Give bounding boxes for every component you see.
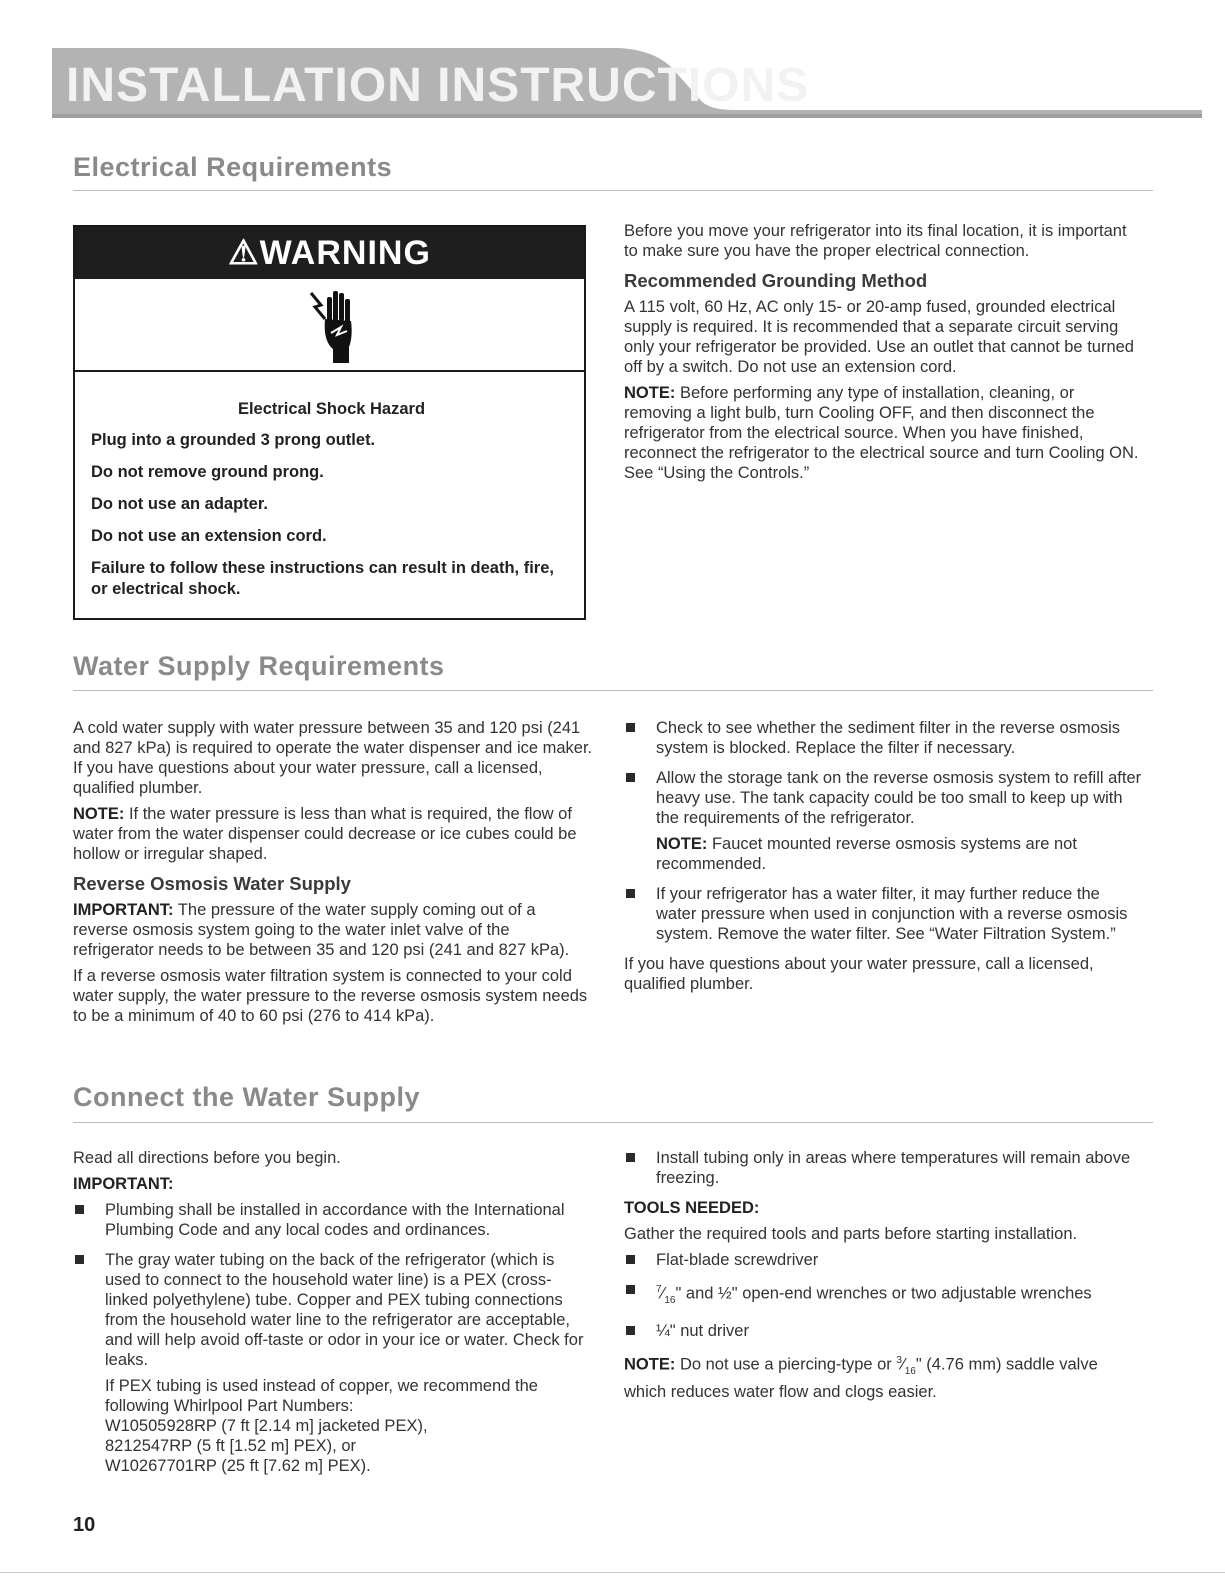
warning-line: Do not use an adapter. [91,495,268,513]
section-divider [73,1122,1153,1123]
fraction-numerator: 3 [896,1354,902,1366]
section-divider [73,190,1153,191]
electrical-intro: Before you move your refrigerator into its final location, it is important to make sure you have the proper electrical connection. [624,222,1127,260]
faucet-note [624,834,1144,874]
warning-box [73,225,586,620]
tool-item: $^7⁄_{16}$" and ½" open-end wrenches or two adjustable wrenches [624,1280,1144,1311]
important-label: IMPORTANT: [73,901,174,919]
warning-triangle-icon: ⚠ [228,234,260,272]
list-item: If your refrigerator has a water filter, it may further reduce the water pressure when used in conjunction with a reverse osmosis system. Remove the water filter. See “Water Filtration System.” [624,884,1144,944]
ro-text: If a reverse osmosis water filtration system is connected to your cold water supply, the water pressure to the reverse osmosis system needs to be a minimum of 40 to 60 psi (276 to 414 kPa). [73,967,588,1025]
fraction-denominator: 16 [904,1365,916,1377]
note-text: Before performing any type of installation, cleaning, or removing a light bulb, turn Cooling OFF, and then disconnect the refrigerator from the electrical source. When you have finished, reconnect the refrigerator to the electrical source and turn Cooling ON. See “Using the Controls.” [624,384,1139,482]
list-item: Install tubing only in areas where temperatures will remain above freezing. [624,1148,1144,1188]
warning-divider [75,370,584,372]
grounding-heading: Recommended Grounding Method [624,270,928,291]
electrical-right-column [624,221,1139,489]
tools-heading: TOOLS NEEDED: [624,1199,760,1217]
water-left-column [73,718,593,1032]
warning-label: WARNING [259,234,431,272]
water-right-column [624,718,1144,1000]
fraction-numerator: 7 [656,1284,662,1295]
warning-line: Do not use an extension cord. [91,527,327,545]
important-text: The pressure of the water supply coming out of a reverse osmosis system going to the water inlet valve of the refrigerator needs to be between 35 and 120 psi (241 and 827 kPa). [73,901,570,959]
list-item: The gray water tubing on the back of the refrigerator (which is used to connect to the household water line) is a PEX (cross-linked polyethylene) tube. Copper and PEX tubing connections from the household water line to the refrigerator are acceptable, and will help avoid off-taste or odor in your ice or water. Check for leaks. [73,1250,593,1370]
warning-line: Failure to follow these instructions can result in death, fire, or electrical shock. [91,559,554,598]
warning-line: Do not remove ground prong. [91,463,324,481]
note-label: NOTE: [656,835,708,853]
tool-item: Flat-blade screwdriver [624,1250,1144,1270]
warning-body [91,399,572,611]
page-bottom-rule [0,1572,1225,1573]
note-text: Faucet mounted reverse osmosis systems are not recommended. [656,835,1077,873]
section-divider [73,690,1153,691]
grounding-text: A 115 volt, 60 Hz, AC only 15- or 20-amp fused, grounded electrical supply is required. It is recommended that a separate circuit serving only your refrigerator be provided. Use an outlet that cannot be turned off by a switch. Do not use an extension cord. [624,298,1134,376]
pex-intro: If PEX tubing is used instead of copper, we recommend the following Whirlpool Part Numbers: [105,1377,538,1415]
electrical-note [624,383,1139,483]
note-label: NOTE: [624,1355,676,1374]
ro-heading: Reverse Osmosis Water Supply [73,873,351,894]
water-intro: A cold water supply with water pressure between 35 and 120 psi (241 and 827 kPa) is required to operate the water dispenser and ice maker. If you have questions about your water pressure, call a licensed, qualified plumber. [73,719,593,797]
warning-line: Plug into a grounded 3 prong outlet. [91,431,376,449]
list-item: Allow the storage tank on the reverse osmosis system to refill after heavy use. The tank capacity could be too small to keep up with the requirements of the refrigerator. [624,768,1144,828]
list-item: Plumbing shall be installed in accordance with the International Plumbing Code and any local codes and ordinances. [73,1200,593,1240]
tool-text: " and ½" open-end wrenches or two adjustable wrenches [675,1284,1092,1303]
tool-item: ¼" nut driver [624,1321,1144,1341]
note-text: If the water pressure is less than what is required, the flow of water from the water dispenser could decrease or ice cubes could be hollow or irregular shaped. [73,805,577,863]
connect-intro: Read all directions before you begin. [73,1149,341,1167]
note-text: Do not use a piercing-type or [679,1355,897,1374]
note-label: NOTE: [73,805,125,823]
warning-header [75,227,584,279]
pex-part: 8212547RP (5 ft [1.52 m] PEX), or [105,1437,356,1455]
connect-important-label: IMPORTANT: [73,1175,174,1193]
warning-title [75,233,584,273]
warning-hazard: Electrical Shock Hazard [237,400,426,418]
connect-note: NOTE: Do not use a piercing-type or $^3⁄_{16}$" (4.76 mm) saddle valve which reduces water flow and clogs easier. [624,1354,1098,1401]
banner-title: INSTALLATION INSTRUCTIONS [66,59,810,112]
connect-section-title: Connect the Water Supply [73,1082,421,1112]
connect-left-column [73,1148,593,1476]
connect-right-column [624,1148,1144,1408]
water-note [73,804,593,864]
pex-part: W10505928RP (7 ft [2.14 m] jacketed PEX), [105,1417,428,1435]
electrical-section-title: Electrical Requirements [73,152,393,182]
page-banner [52,48,1202,118]
tools-intro: Gather the required tools and parts before starting installation. [624,1225,1078,1243]
water-closing: If you have questions about your water pressure, call a licensed, qualified plumber. [624,955,1094,993]
note-label: NOTE: [624,384,676,402]
note-text: " (4.76 mm) saddle valve which reduces water flow and clogs easier. [624,1355,1098,1401]
fraction-denominator: 16 [664,1294,676,1306]
list-item: Check to see whether the sediment filter in the reverse osmosis system is blocked. Replace the filter if necessary. [624,718,1144,758]
ro-important [73,900,593,960]
page-number: 10 [73,1514,96,1536]
electric-shock-hand-icon [307,287,355,370]
pex-part: W10267701RP (25 ft [7.62 m] PEX). [105,1457,371,1475]
water-supply-section-title: Water Supply Requirements [73,651,445,681]
